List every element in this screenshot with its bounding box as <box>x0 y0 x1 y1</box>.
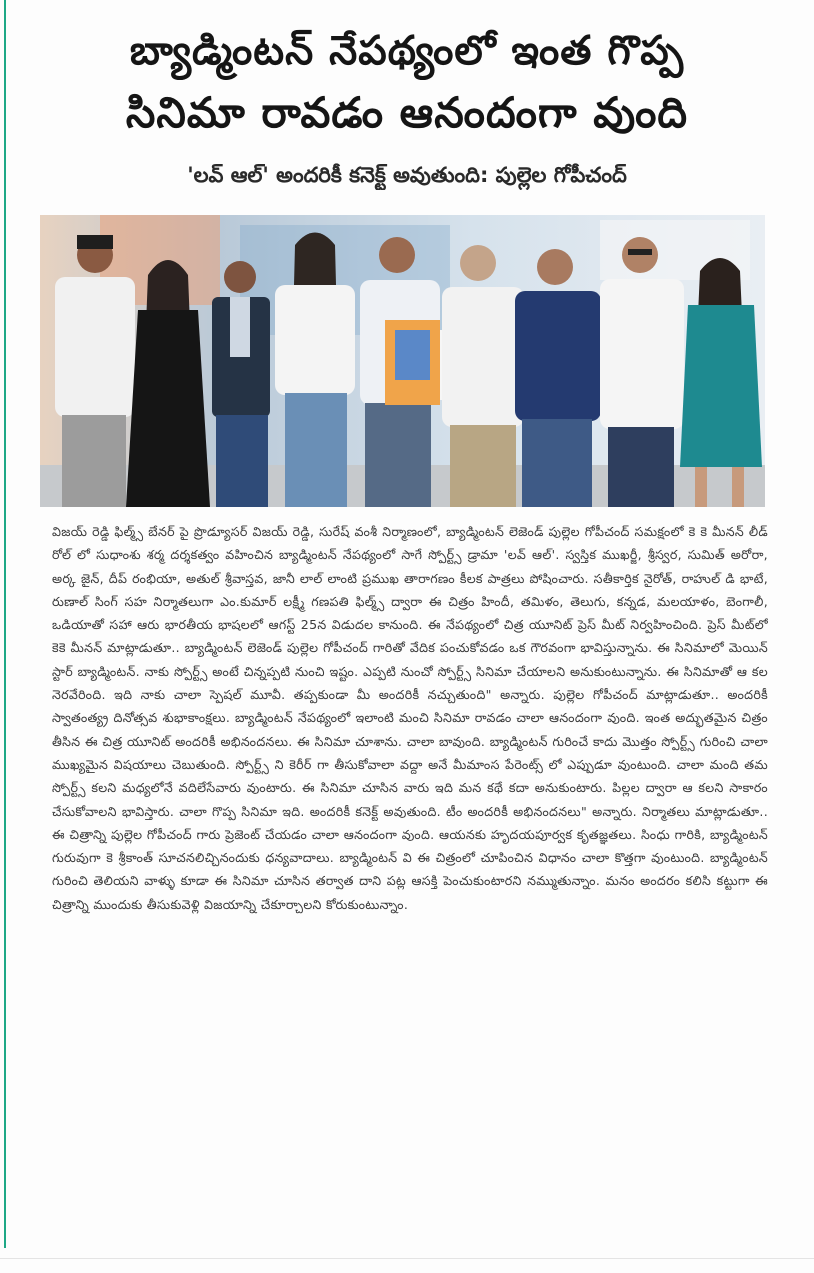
subheadline: 'లవ్ ఆల్' అందరికీ కనెక్ట్ అవుతుంది: పుల్లెల గోపీచంద్ <box>187 163 627 187</box>
accent-rule <box>4 0 6 1248</box>
headline-line-1: బ్యాడ్మింటన్ నేపథ్యంలో ఇంత గొప్ప <box>129 28 685 74</box>
bottom-divider <box>0 1258 814 1259</box>
headline-line-2: సినిమా రావడం ఆనందంగా వుంది <box>125 88 689 137</box>
person-3 <box>212 261 270 507</box>
article-body <box>52 520 768 1264</box>
event-photo <box>40 215 765 507</box>
press-meet-photo-illustration <box>40 215 765 507</box>
article-paragraph: విజయ్ రెడ్డి ఫిల్మ్స్ బేనర్ పై ప్రొడ్యూసర్ విజయ్ రెడ్డి, సురేష్ వంశీ నిర్మాణంలో, బ్యాడ్మింటన్ లెజెండ్ పుల్లెల గోపీచంద్ సమక్షంలో కె కె మీనన్ లీడ్ రోల్ లో సుధాంశు శర్మ దర్శకత్వం వహించిన బ్యాడ్మింటన్ నేపథ్యంలో సాగే స్పోర్ట్స్ డ్రామా 'లవ్ ఆల్'. స్వస్తిక ముఖర్జీ, శ్రీస్వర, సుమిత్ అరోరా, అర్క జైన్, దీప్ రంభియా, అతుల్ శ్రీవాస్తవ, జానీ లాల్ లాంటి ప్రముఖ తారాగణం కీలక పాత్రలు పోషించారు. సతీకార్తిక నైరోత్, రాహుల్ డి భాటే, రుణాల్ సింగ్ సహ నిర్మాతలుగా ఎం.కుమార్ లక్ష్మీ గణపతి ఫిల్మ్స్ ద్వారా ఈ చిత్రం హిందీ, తమిళం, తెలుగు, కన్నడ, మలయాళం, బెంగాలీ, ఒడియాతో సహా ఆరు భారతీయ భాషలలో ఆగస్ట్ 25న విడుదల కానుంది. ఈ నేపథ్యంలో చిత్ర యూనిట్ ప్రెస్ మీట్ నిర్వహించింది. ప్రెస్ మీట్‌లో కెకె మీనన్ మాట్లాడుతూ.. బ్యాడ్మింటన్ లెజెండ్ పుల్లెల గోపీచంద్ గారితో వేదిక పంచుకోవడం ఒక గౌరవంగా భావిస్తున్నాను. ఈ సినిమాలో మెయిన్ స్టార్ బ్యాడ్మింటన్. నాకు స్పోర్ట్స్ అంటే చిన్నప్పటి నుంచి ఇష్టం. ఎప్పటి నుంచో స్పోర్ట్స్ సినిమా చేయాలని అనుకుంటున్నాను. ఈ సినిమాతో ఆ కల నెరవేరింది. ఇది నాకు చాలా స్పెషల్ మూవీ. తప్పకుండా మీ అందరికీ నచ్చుతుంది" అన్నారు. పుల్లెల గోపీచంద్ మాట్లాడుతూ.. అందరికీ స్వాతంత్య్ర దినోత్సవ శుభాకాంక్షలు. బ్యాడ్మింటన్ నేపథ్యంలో ఇలాంటి మంచి సినిమా రావడం చాలా ఆనందంగా వుంది. ఇంత అద్భుతమైన చిత్రం తీసిన ఈ చిత్ర యూనిట్ అందరికీ అభినందనలు. ఈ సినిమా చూశాను. చాలా బావుంది. బ్యాడ్మింటన్ గురించే కాదు మొత్తం స్పోర్ట్స్ గురించి చాలా ముఖ్యమైన విషయాలు చెబుతుంది. స్పోర్ట్స్ ని కెరీర్ గా తీసుకోవాలా వద్దా అనే మీమాంస పేరెంట్స్ లో ఎప్పుడూ వుంటుంది. చాలా మంది తమ స్పోర్ట్స్ కలని మధ్యలోనే వదిలేసేవారు వుంటారు. ఈ సినిమా చూసిన వారు ఇది మన కథే కదా అనుకుంటారు. పిల్లల ద్వారా ఆ కలని సాకారం చేసుకోవాలని భావిస్తారు. చాలా గొప్ప సినిమా ఇది. అందరికీ కనెక్ట్ అవుతుంది. టీం అందరికీ అభినందనలు" అన్నారు. నిర్మాతలు మాట్లాడుతూ.. ఈ చిత్రాన్ని పుల్లెల గోపీచంద్ గారు ప్రెజెంట్ చేయడం చాలా ఆనందంగా వుంది. ఆయనకు హృదయపూర్వక కృతజ్ఞతలు. సింధు గారికి, బ్యాడ్మింటన్ గురువుగా కె శ్రీకాంత్ సూచనలిచ్చినందుకు ధన్యవాదాలు. బ్యాడ్మింటన్ వి ఈ చిత్రంలో చూపించిన విధానం చాలా కొత్తగా వుంటుంది. బ్యాడ్మింటన్ గురించి తెలియని వాళ్ళు కూడా ఈ సినిమా చూసిన తర్వాత దాని పట్ల ఆసక్తి పెంచుకుంటారని నమ్ముతున్నాం. మనం అందరం కలిసి కట్టుగా ఈ చిత్రాన్ని ముందుకు తీసుకువెళ్లి విజయాన్ని చేకూర్చాలని కోరుకుంటున్నాం. <box>52 524 768 912</box>
